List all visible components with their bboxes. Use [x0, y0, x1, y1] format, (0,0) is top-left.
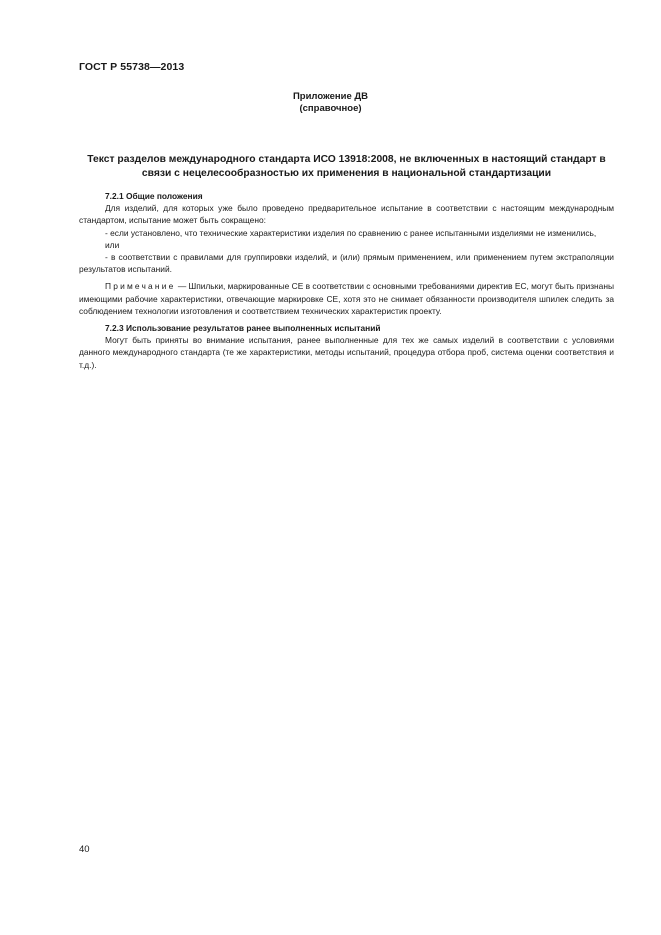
paragraph: - если установлено, что технические характеристики изделия по сравнению с ранее испытанными изделиями не изменились,: [105, 227, 597, 238]
annex-kind: (справочное): [299, 103, 362, 114]
annex-label-block: [0, 91, 661, 115]
note-text: — Шпильки, маркированные СЕ в соответствии с основными требованиями директив ЕС, могут быть признаны имеющими рабочие характеристики, отвечающие маркировке СЕ, хотя это не снимает обязанности производителя шпилек следить за соблюдением технологии изготовления и соответствием технических характеристик проекту.: [79, 281, 614, 316]
annex-content: [79, 190, 614, 371]
annex-title: Текст разделов международного стандарта ИСО 13918:2008, не включенных в настоящий стандарт в связи с нецелесообразностью их применения в национальной стандартизации: [87, 154, 606, 179]
note: [79, 280, 614, 317]
paragraph: - в соответствии с правилами для группировки изделий, и (или) прямым применением, или применением путем экстраполяции результатов испытаний.: [79, 252, 614, 275]
paragraph: Могут быть приняты во внимание испытания, ранее выполненные для тех же самых изделий в соответствии с условиями данного международного стандарта (те же характеристики, методы испытаний, процедура отбора проб, система оценки соответствия и т.д.).: [79, 335, 614, 370]
paragraph: Для изделий, для которых уже было проведено предварительное испытание в соответствии с настоящим международным стандартом, испытание может быть сокращено:: [79, 203, 614, 226]
note-label: Примечание: [105, 281, 176, 292]
annex-label: Приложение ДВ: [292, 91, 369, 102]
standard-header: ГОСТ Р 55738—2013: [79, 61, 185, 73]
section-heading-7-2-3: 7.2.3 Использование результатов ранее выполненных испытаний: [105, 323, 381, 334]
paragraph: или: [105, 239, 120, 250]
page-number: 40: [79, 844, 90, 855]
section-heading-7-2-1: 7.2.1 Общие положения: [105, 191, 203, 201]
